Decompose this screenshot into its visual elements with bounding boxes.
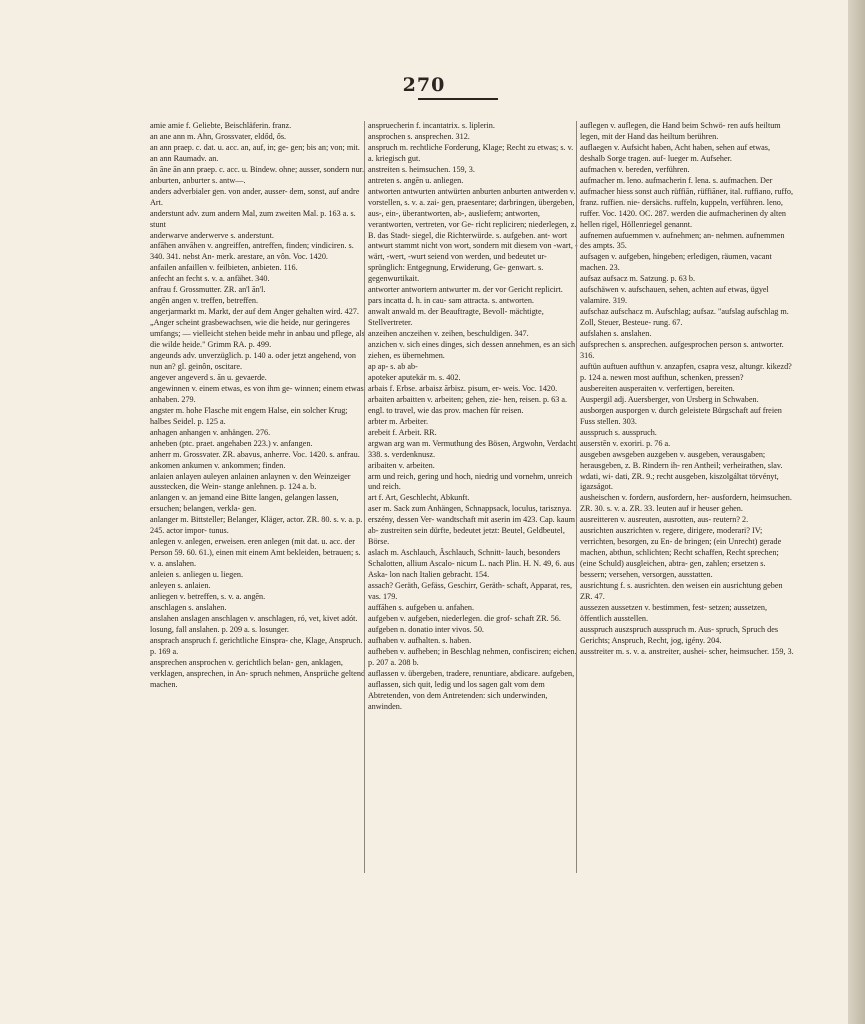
- dictionary-entry: ansprochen s. ansprechen. 312.: [368, 131, 470, 141]
- dictionary-entry: auflegen v. auflegen, die Hand beim Schwö- ren aufs heiltum legen, mit der Hand das heiltum berühren.: [580, 121, 781, 141]
- dictionary-entry: arbais f. Erbse. arbaisz ārbisz. pisum, er- weis. Voc. 1420.: [368, 383, 558, 393]
- dictionary-entry: ankomen ankumen v. ankommen; finden.: [150, 460, 286, 470]
- dictionary-entry: anheben (ptc. praet. angehaben 223.) v. anfangen.: [150, 438, 313, 448]
- dictionary-entry: antworten antwurten antwürten anburten anburten antwerden v. vorstellen, s. v. a. zai- gen, praesentare; darbringen, übergeben, aus-, ein-, überantworten, ab-, ausliefern; antworten, verantworten, vertreten, vor Ge- richt repliciren; niederlegen, z. B. das Stadt- siegel, die Richterwürde. s. aufgeben. ant- wort antwurt stammt nicht von wort, sondern mit diesem von -wart, -wärt, -wert, -wurt seiend von werden, und bedeutet ur- sprünglich: Entgegnung, Erwiderung, Ge- genwart. s. gegenwurtikait.: [368, 186, 578, 284]
- dictionary-entry: anfāhen anvāhen v. angreiffen, antreffen, finden; vindiciren. s. 340. 341. nebst An- merk. arestare, an vôn. Voc. 1420.: [150, 241, 354, 262]
- dictionary-entry: anderwarve anderwerve s. anderstunt.: [150, 230, 274, 240]
- dictionary-entry: anlanger m. Bittsteller; Belanger, Kläger, actor. ZR. 80. s. v. a. p. 245. actor impor- tunus.: [150, 515, 363, 536]
- dictionary-entry: ausbereiten ausperaiten v. verfertigen, bereiten.: [580, 383, 735, 393]
- column-1: [150, 121, 366, 691]
- dictionary-entry: ap ap- s. ab ab-: [368, 361, 418, 371]
- dictionary-entry: ausspruch s. ausspruch.: [580, 427, 657, 437]
- column-divider: [364, 121, 365, 873]
- dictionary-entry: ausstreiter m. s. v. a. anstreiter, aushei- scher, heimsucher. 159, 3.: [580, 646, 794, 656]
- dictionary-entry: auffāhen s. aufgeben u. anfahen.: [368, 602, 475, 612]
- dictionary-entry: aribaiten v. arbeiten.: [368, 460, 435, 470]
- column-3: [580, 121, 794, 658]
- dictionary-entry: angerjarmarkt m. Markt, der auf dem Anger gehalten wird. 427. „Anger scheint grasbewachsen, wie die heide, nur geringeres umfangs; — vielleicht stehen beide mehr in anbau und pflege, als die wilde heide." Grimm RA. p. 499.: [150, 307, 365, 350]
- dictionary-entry: antreten s. angēn u. anliegen.: [368, 175, 464, 185]
- dictionary-entry: aufslahen s. anslahen.: [580, 329, 652, 339]
- page-edge-shadow: [848, 0, 865, 1024]
- dictionary-entry: auftün auftuen aufthun v. anzapfen, csapra vesz, altungr. kikezd? p. 124 a. newen most aufthun, schenken, pressen?: [580, 361, 792, 382]
- dictionary-entry: anlaien anlayen auleyen anlainen anlaynen v. den Weinzeiger ausstecken, die Wein- stange anlehnen. p. 124 a. b.: [150, 471, 351, 492]
- dictionary-entry: aufsaz aufsacz m. Satzung. p. 63 b.: [580, 274, 696, 284]
- dictionary-entry: anwalt anwald m. der Beauftragte, Bevoll- mächtigte, Stellvertreter.: [368, 307, 544, 328]
- dictionary-entry: ausrichten auszrichten v. regere, dirigere, moderari? IV; verrichten, besorgen, zu En- de bringen; (ein Unrecht) gerade machen, abthun, schlichten; Recht schaffen, Recht sprechen; (eine Schuld) ausgleichen, abtra- gen, zahlen; ersetzen s. bessern; versehen, versorgen, ausstatten.: [580, 526, 782, 580]
- dictionary-entry: anfailen anfaillen v. feilbieten, anbieten. 116.: [150, 263, 298, 273]
- dictionary-entry: an ann Raumadv. an.: [150, 153, 219, 163]
- dictionary-entry: amie amie f. Geliebte, Beischläferin. franz.: [150, 121, 292, 130]
- dictionary-entry: aufschaz aufschacz m. Aufschlag; aufsaz. "aufslag aufschlag m. Zoll, Steuer, Besteue- rung. 67.: [580, 307, 789, 328]
- dictionary-entry: angster m. hohe Flasche mit engem Halse, ein solcher Krug; halbes Seidel. p. 125 a.: [150, 405, 348, 426]
- dictionary-entry: ausborgen ausporgen v. durch geleistete Bürgschaft auf freien Fuss stellen. 303.: [580, 405, 782, 426]
- dictionary-entry: angever angeverd s. ān u. gevaerde.: [150, 372, 267, 382]
- dictionary-entry: auserstēn v. exoriri. p. 76 a.: [580, 438, 671, 448]
- dictionary-entry: anherr m. Grossvater. ZR. abavus, anherre. Voc. 1420. s. anfrau.: [150, 449, 360, 459]
- dictionary-entry: ān āne ān ann praep. c. acc. u. Bindew. ohne; ausser, sondern nur.: [150, 164, 364, 174]
- dictionary-entry: aufmacher m. leno. aufmacherin f. lena. s. aufmachen. Der aufmacher hiess sonst auch rüffiān, rüffiāner, ital. ruffiano, ruffo, franz. ruffien. nie- dersächs. ruffeln, kuppeln, verführen. leno, ruffer. Voc. 1420. OC. 287. werden die aufmacherinen dy alten hellen rigel, Höllenriegel genannt.: [580, 175, 794, 229]
- dictionary-entry: aufsprechen s. ansprechen. aufgesprochen person s. antworter. 316.: [580, 340, 784, 361]
- dictionary-entry: ausgeben awsgeben auzgeben v. ausgeben, verausgaben; herausgeben, z. B. Rindern ih- ren Antheil; verheirathen, slav. wdati, wi- dati, ZR. 9.; recht ausgeben, kiszolgáltat törvényt, igazságot.: [580, 449, 783, 492]
- dictionary-entry: aussezen aussetzen v. bestimmen, fest- setzen; aussetzen, öffentlich ausstellen.: [580, 602, 768, 623]
- dictionary-entry: anliegen v. betreffen, s. v. a. angēn.: [150, 591, 266, 601]
- dictionary-entry: anleyen s. anlaien.: [150, 581, 211, 591]
- page-number: 270: [402, 74, 446, 96]
- dictionary-entry: ausheischen v. fordern, ausfordern, her- ausfordern, heimsuchen. ZR. 30. s. v. a. ZR. 33. leuten auf ir heuser gehen.: [580, 493, 792, 514]
- dictionary-entry: ausreitteren v. ausreuten, ausrotten, aus- reutern? 2.: [580, 515, 749, 525]
- dictionary-entry: aufgeben v. aufgeben, niederlegen. die grof- schaft ZR. 56. aufgeben n. donatio inter vivos. 50.: [368, 613, 561, 634]
- dictionary-entry: aufsagen v. aufgeben, hingeben; erledigen, räumen, vacant machen. 23.: [580, 252, 772, 273]
- dictionary-entry: auflassen v. übergeben, tradere, renuntiare, abdicare. aufgeben, auflassen, sich quit, ledig und los sagen galt vom dem Abtretenden, von dem Antretenden: sich underwinden, anwinden.: [368, 668, 575, 711]
- dictionary-entry: aufheben v. aufheben; in Beschlag nehmen, confisciren; eichen. p. 207 a. 208 b.: [368, 646, 577, 667]
- dictionary-entry: anslahen anslagen anschlagen v. anschlagen, ró, vet, kivet adót. losung, fall anslahen. p. 209 a. s. losunger.: [150, 613, 358, 634]
- dictionary-entry: arm und reich, gering und hoch, niedrig und vornehm, unreich und reich.: [368, 471, 573, 492]
- dictionary-entry: anfecht an fecht s. v. a. anfähet. 340.: [150, 274, 270, 284]
- dictionary-entry: aufhaben v. aufhalten. s. haben.: [368, 635, 472, 645]
- dictionary-entry: arbaiten arbaitten v. arbeiten; gehen, zie- hen, reisen. p. 63 a. engl. to travel, wie das prov. machen für reisen.: [368, 394, 568, 415]
- dictionary-entry: assach? Geräth, Gefäss, Geschirr, Geräth- schaft, Apparat, res, vas. 179.: [368, 581, 573, 601]
- dictionary-entry: antworter antwortern antwurter m. der vor Gericht replicirt. pars incatta d. h. in cau- sam attracta. s. antworten.: [368, 285, 563, 306]
- dictionary-entry: argwan arg wan m. Vermuthung des Bösen, Argwohn, Verdacht. 338. s. verdenknusz.: [368, 438, 578, 459]
- dictionary-entry: aufschäwen v. aufschauen, sehen, achten auf etwas, ügyel valamire. 319.: [580, 285, 769, 306]
- dictionary-entry: ansprach anspruch f. gerichtliche Einspra- che, Klage, Anspruch. p. 169 a.: [150, 635, 363, 656]
- dictionary-entry: angeunds adv. unverzüglich. p. 140 a. oder jetzt angehend, von nun an? gl. geinôn, oscitare.: [150, 351, 356, 371]
- dictionary-entry: anderstunt adv. zum andern Mal, zum zweiten Mal. p. 163 a. s. stunt: [150, 208, 356, 229]
- dictionary-entry: aufmachen v. bereden, verführen.: [580, 164, 690, 174]
- dictionary-entry: anzeihen anczeihen v. zeihen, beschuldigen. 347.: [368, 329, 529, 339]
- dictionary-entry: anzichen v. sich eines dinges, sich dessen annehmen, es an sich ziehen, es übernehmen.: [368, 340, 576, 361]
- dictionary-entry: aser m. Sack zum Anhängen, Schnappsack, loculus, tarisznya. erszény, dessen Ver- wandtschaft mit aserin im 423. Cap. kaum ab- zustreiten sein dürfte, bedeutet jetzt: Beutel, Geldbeutel, Börse.: [368, 504, 575, 547]
- dictionary-entry: ausrichtung f. s. ausrichten. den weisen ein ausrichtung geben ZR. 47.: [580, 581, 783, 601]
- dictionary-entry: an ann praep. c. dat. u. acc. an, auf, in; ge- gen; bis an; von; mit.: [150, 142, 360, 152]
- column-2: [368, 121, 578, 712]
- dictionary-entry: anders adverbialer gen. von ander, ausser- dem, sonst, auf andre Art.: [150, 186, 360, 207]
- header-rule: [418, 98, 498, 100]
- dictionary-entry: ansprechen ansprochen v. gerichtlich belan- gen, anklagen, verklagen, ansprechen, in An- spruch nehmen, Ansprüche geltend machen.: [150, 657, 366, 689]
- column-divider: [576, 121, 577, 873]
- dictionary-entry: arebeit f. Arbeit. RR.: [368, 427, 437, 437]
- dictionary-entry: auflaegen v. Aufsicht haben, Acht haben, sehen auf etwas, deshalb Sorge tragen. auf- lueger m. Aufseher.: [580, 142, 770, 163]
- dictionary-entry: angewinnen v. einem etwas, es von ihm ge- winnen; einem etwas anhaben. 279.: [150, 383, 364, 404]
- dictionary-entry: arbter m. Arbeiter.: [368, 416, 429, 426]
- dictionary-entry: anlegen v. anlegen, erweisen. eren anlegen (mit dat. u. acc. der Person 59. 60. 61.), einen mit einem Amt bekleiden, betrauen; s. v. a. anslahen.: [150, 537, 361, 569]
- dictionary-entry: anspruecherin f. incantatrix. s. liplerin.: [368, 121, 495, 130]
- dictionary-entry: anleien s. anliegen u. liegen.: [150, 570, 243, 580]
- dictionary-entry: angēn angen v. treffen, betreffen.: [150, 296, 259, 306]
- dictionary-entry: ausspruch auszspruch ausspruch m. Aus- spruch, Spruch des Gerichts; Anspruch, Recht, jog, igény. 204.: [580, 624, 779, 645]
- dictionary-entry: apoteker aputekär m. s. 402.: [368, 372, 461, 382]
- dictionary-entry: an ane ann m. Ahn, Grossvater, eldőd, ős.: [150, 131, 287, 141]
- dictionary-entry: aufnemen aufuemmen v. aufnehmen; an- nehmen. aufnemmen des ampts. 35.: [580, 230, 785, 251]
- dictionary-entry: anlangen v. an jemand eine Bitte langen, gelangen lassen, ersuchen; belangen, verkla- gen.: [150, 493, 339, 514]
- dictionary-entry: Auspergil adj. Auersberger, von Ursberg in Schwaben.: [580, 394, 759, 404]
- dictionary-entry: anfrau f. Grossmutter. ZR. an'l ān'l.: [150, 285, 266, 295]
- dictionary-entry: aslach m. Aschlauch, Äschlauch, Schnitt- lauch, besonders Schalotten, allium Ascalo- nicum L. nach Plin. H. N. 49, 6. aus Aska- lon nach Italien gebracht. 154.: [368, 548, 575, 580]
- dictionary-entry: art f. Art, Geschlecht, Abkunft.: [368, 493, 470, 503]
- dictionary-entry: anschlagen s. anslahen.: [150, 602, 227, 612]
- dictionary-entry: anspruch m. rechtliche Forderung, Klage; Recht zu etwas; s. v. a. kriegisch gut.: [368, 142, 574, 163]
- dictionary-entry: anhagen anhangen v. anhängen. 276.: [150, 427, 271, 437]
- dictionary-entry: anstreiten s. heimsuchen. 159, 3.: [368, 164, 475, 174]
- dictionary-entry: anburten, anburter s. antw—.: [150, 175, 246, 185]
